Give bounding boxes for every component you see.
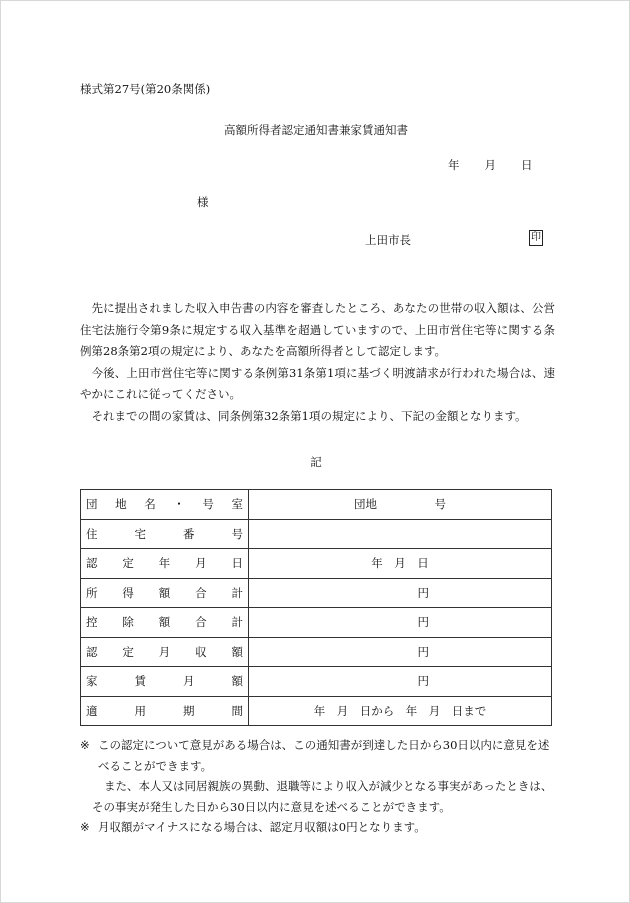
row-value: 団地 号 bbox=[249, 490, 552, 520]
row-label bbox=[81, 519, 249, 549]
label-char: 間 bbox=[231, 703, 243, 718]
table-row bbox=[81, 696, 552, 726]
body-text bbox=[80, 298, 555, 427]
label-char: 期 bbox=[183, 703, 195, 718]
form-number: 様式第27号(第20条関係) bbox=[80, 82, 211, 96]
label-char: 額 bbox=[158, 585, 171, 600]
row-label bbox=[81, 696, 249, 726]
note-mark: ※ bbox=[80, 738, 90, 752]
label-char: 名 bbox=[144, 497, 156, 512]
label-char: 適 bbox=[86, 703, 98, 718]
label-char: 月 bbox=[158, 644, 171, 659]
note-mark: ※ bbox=[80, 820, 90, 834]
date-month: 月 bbox=[484, 158, 496, 172]
ki-heading: 記 bbox=[310, 455, 322, 469]
label-char: 所 bbox=[86, 585, 98, 600]
label-char: 賃 bbox=[134, 674, 146, 689]
label-char: 合 bbox=[195, 615, 207, 630]
row-value: 年 月 日 bbox=[249, 549, 552, 579]
note-1-text: この認定について意見がある場合は、この通知書が到達した日から30日以内に意見を述べることができます。 bbox=[98, 738, 550, 773]
label-char: 額 bbox=[231, 674, 243, 689]
table-row bbox=[81, 637, 552, 667]
table-row bbox=[81, 519, 552, 549]
label-char: 宅 bbox=[134, 526, 146, 541]
date-day: 日 bbox=[521, 158, 533, 172]
note-2-text: 月収額がマイナスになる場合は、認定月収額は0円となります。 bbox=[98, 820, 426, 834]
label-char: 番 bbox=[183, 526, 195, 541]
label-char: ・ bbox=[173, 497, 185, 512]
row-value: 円 bbox=[249, 667, 552, 697]
row-label bbox=[81, 490, 249, 520]
row-value: 年 月 日から 年 月 日まで bbox=[249, 696, 552, 726]
row-label bbox=[81, 637, 249, 667]
label-char: 除 bbox=[122, 615, 134, 630]
label-char: 控 bbox=[86, 615, 98, 630]
note-1 bbox=[80, 735, 556, 776]
note-2 bbox=[80, 817, 556, 838]
body-paragraph: 今後、上田市営住宅等に関する条例第31条第1項に基づく明渡請求が行われた場合は、速やかにこれに従ってください。 bbox=[80, 365, 555, 401]
label-char: 号 bbox=[231, 526, 243, 541]
label-char: 号 bbox=[202, 497, 214, 512]
body-paragraph: それまでの間の家賃は、同条例第32条第1項の規定により、下記の金額となります。 bbox=[91, 408, 527, 423]
label-char: 月 bbox=[183, 674, 195, 689]
label-char: 用 bbox=[134, 703, 146, 718]
seal-mark: 印 bbox=[529, 230, 543, 246]
row-value: 円 bbox=[249, 637, 552, 667]
body-paragraph: 先に提出されました収入申告書の内容を審査したところ、あなたの世帯の収入額は、公営住宅法施行令第9条に規定する収入基準を超過していますので、上田市営住宅等に関する条例第28条第2項の規定により、あなたを高額所得者として認定します。 bbox=[80, 301, 555, 358]
row-label bbox=[81, 578, 249, 608]
label-char: 地 bbox=[115, 497, 127, 512]
table-row bbox=[81, 490, 552, 520]
label-char: 日 bbox=[231, 556, 243, 571]
table-row bbox=[81, 608, 552, 638]
row-label bbox=[81, 549, 249, 579]
label-char: 年 bbox=[158, 556, 171, 571]
label-char: 計 bbox=[231, 615, 243, 630]
row-value: 円 bbox=[249, 578, 552, 608]
notes bbox=[80, 735, 556, 838]
label-char: 額 bbox=[158, 615, 171, 630]
document-title: 高額所得者認定通知書兼家賃通知書 bbox=[224, 123, 408, 137]
label-char: 月 bbox=[195, 556, 207, 571]
date-line bbox=[448, 157, 533, 173]
table-row bbox=[81, 549, 552, 579]
row-value: 円 bbox=[249, 608, 552, 638]
label-char: 認 bbox=[86, 644, 98, 659]
date-year: 年 bbox=[448, 158, 460, 172]
table-row bbox=[81, 667, 552, 697]
details-table bbox=[80, 489, 552, 726]
label-char: 団 bbox=[86, 497, 98, 512]
label-char: 定 bbox=[122, 556, 134, 571]
note-1b-text: また、本人又は同居親族の異動、退職等により収入が減少となる事実があったときは、その事実が発生した日から30日以内に意見を述べることができます。 bbox=[92, 779, 553, 814]
label-char: 認 bbox=[86, 556, 98, 571]
table-row bbox=[81, 578, 552, 608]
label-char: 家 bbox=[86, 674, 98, 689]
recipient-suffix: 様 bbox=[197, 195, 209, 209]
label-char: 住 bbox=[86, 526, 98, 541]
label-char: 額 bbox=[231, 644, 243, 659]
row-label bbox=[81, 667, 249, 697]
label-char: 合 bbox=[195, 585, 207, 600]
row-label bbox=[81, 608, 249, 638]
row-value bbox=[249, 519, 552, 549]
label-char: 収 bbox=[195, 644, 207, 659]
issuer-name: 上田市長 bbox=[365, 233, 411, 247]
label-char: 計 bbox=[231, 585, 243, 600]
label-char: 室 bbox=[231, 497, 243, 512]
label-char: 得 bbox=[122, 585, 134, 600]
label-char: 定 bbox=[122, 644, 134, 659]
